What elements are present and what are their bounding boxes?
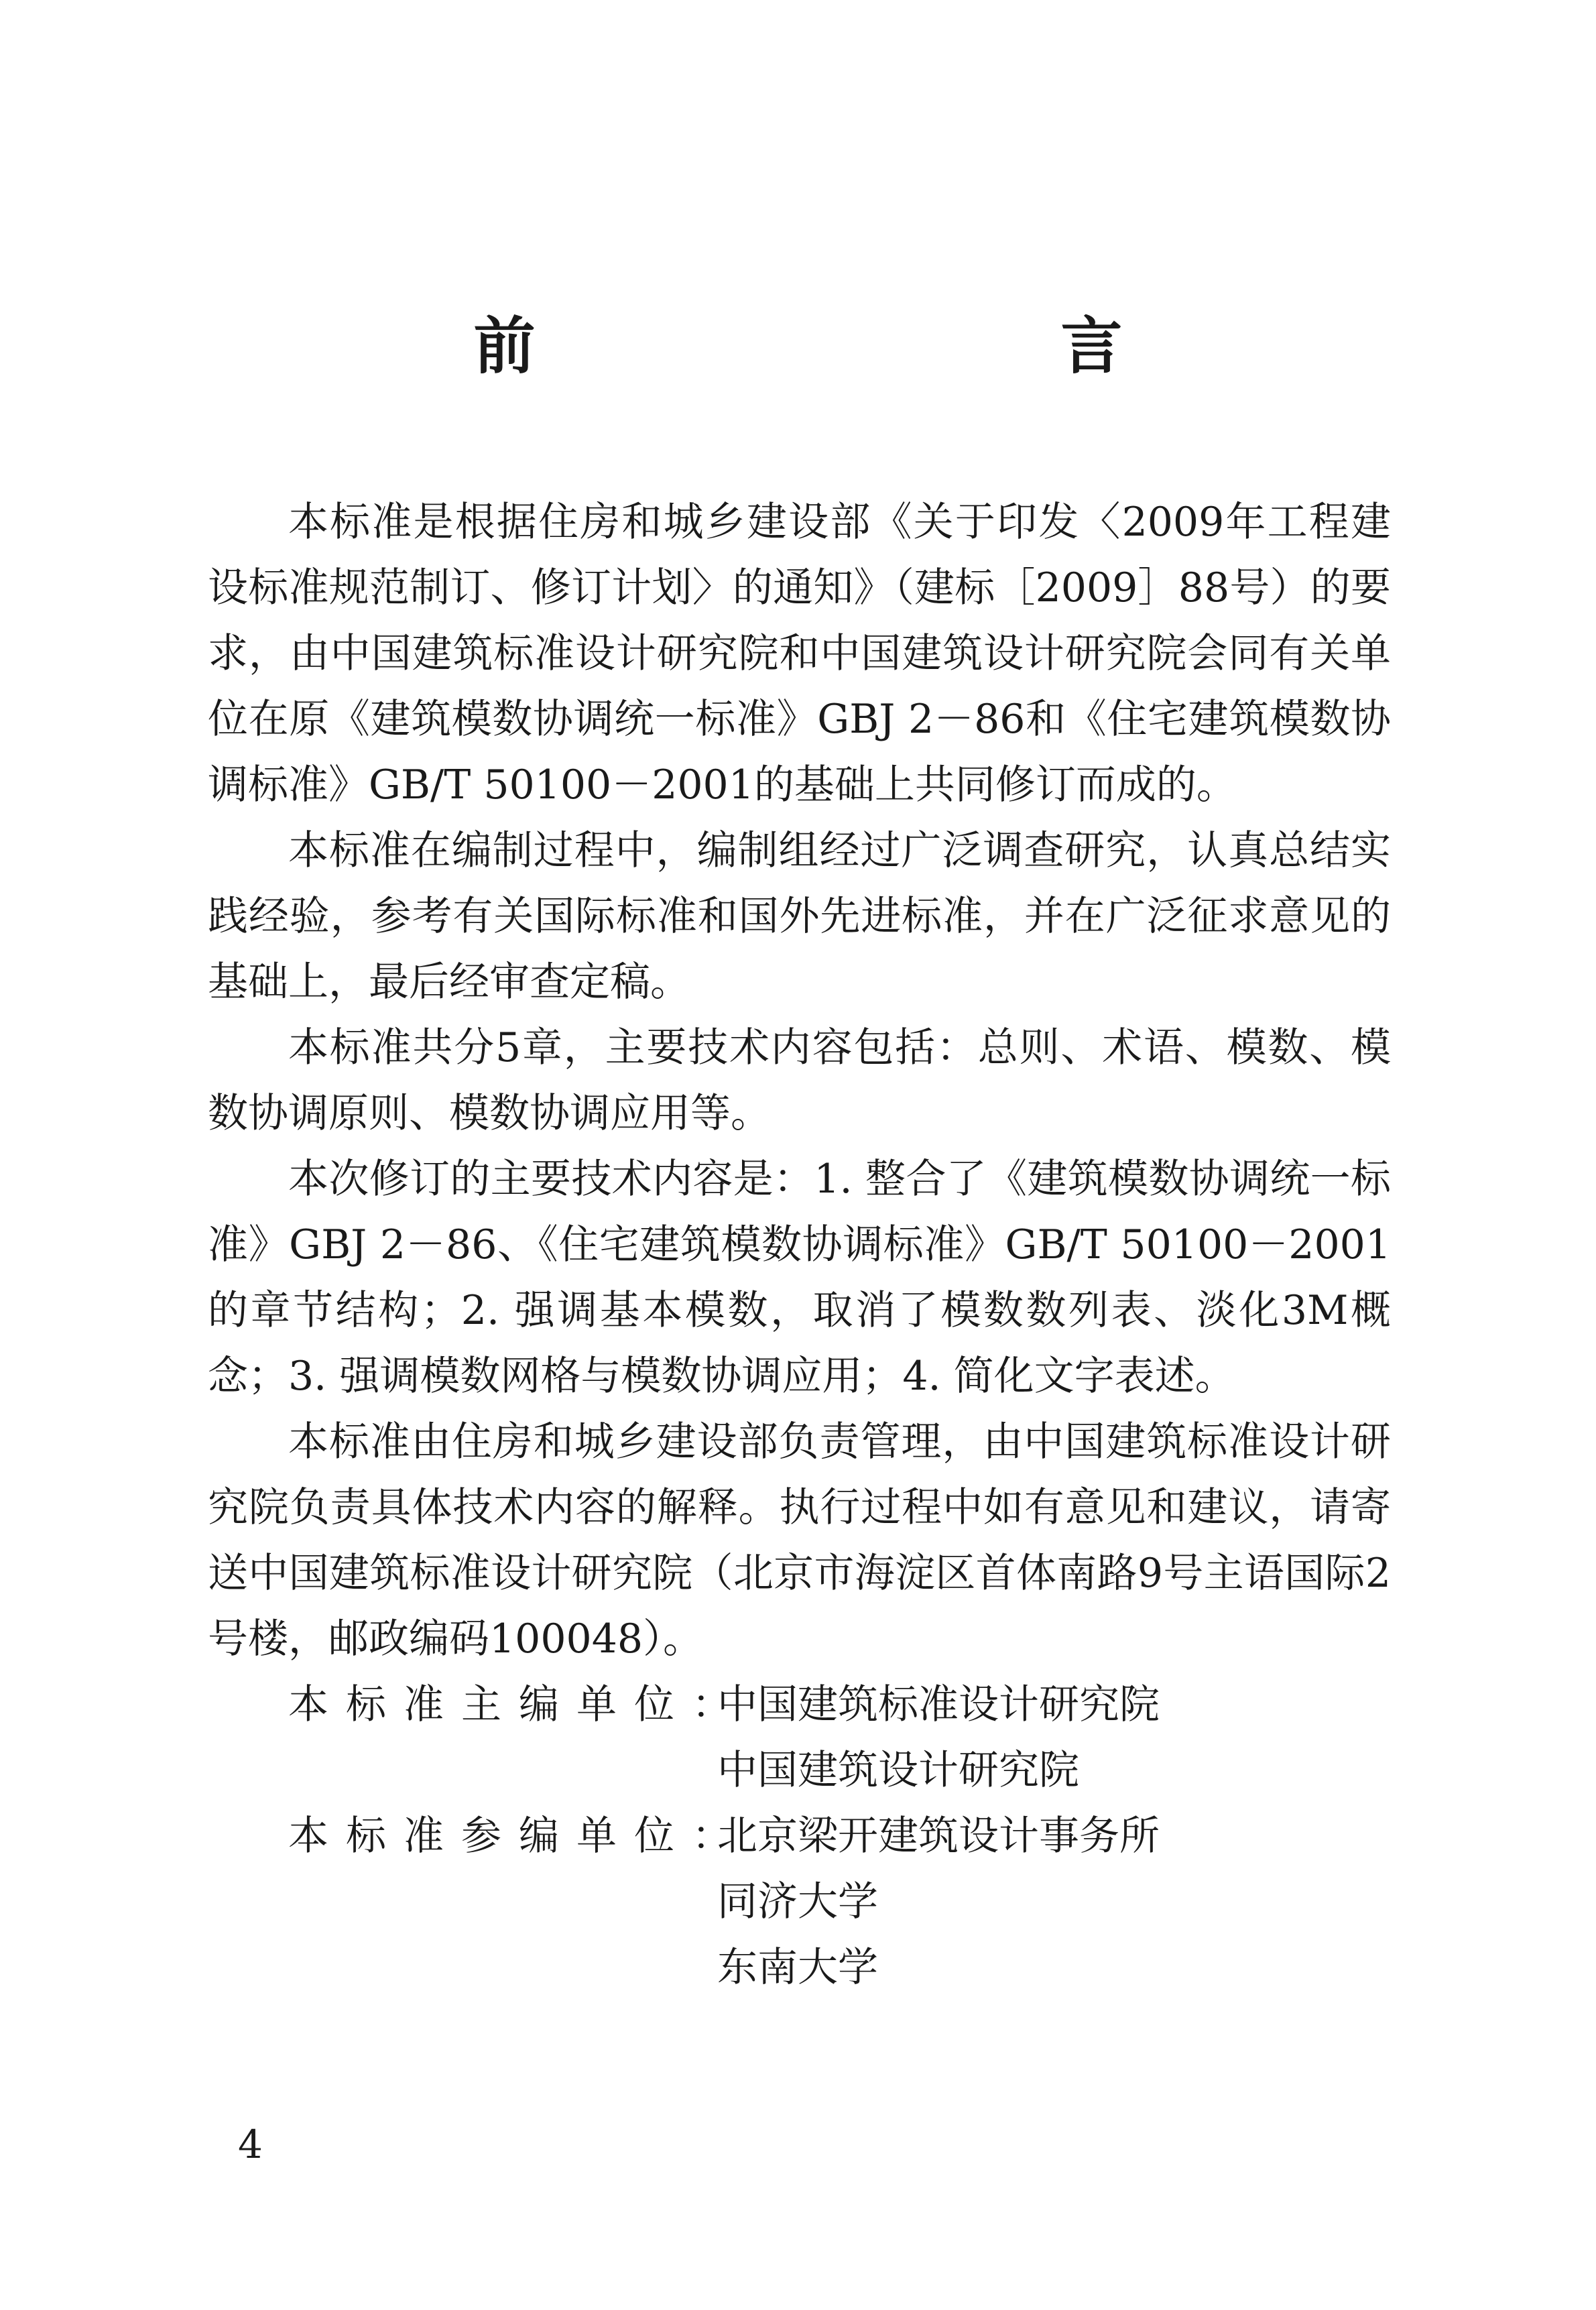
chief-units-label: 本标准主编单位： [288,1681,749,1728]
participating-units-label: 本标准参编单位： [288,1813,749,1860]
paragraph-contents: 本标准共分5章，主要技术内容包括：总则、术语、模数、模数协调原则、模数协调应用等。 [208,1024,1391,1137]
unit-name: 东南大学 [717,1944,878,1991]
unit-name: 同济大学 [717,1878,878,1925]
paragraph-management: 本标准由住房和城乡建设部负责管理，由中国建筑标准设计研究院负责具体技术内容的解释。执行过程中如有意见和建议，请寄送中国建筑标准设计研究院（北京市海淀区首体南路9号主语国际2号楼，邮政编码100048）。 [208,1418,1391,1662]
participating-units-row [208,1803,1391,2000]
preface-body [208,489,1391,2000]
paragraph-basis: 本标准是根据住房和城乡建设部《关于印发〈2009年工程建设标准规范制订、修订计划〉的通知》（建标［2009］88号）的要求，由中国建筑标准设计研究院和中国建筑设计研究院会同有关单位在原《建筑模数协调统一标准》GBJ 2－86和《住宅建筑模数协调标准》GB/T 50100－2001的基础上共同修订而成的。 [208,499,1391,808]
participating-units-list [717,1803,1160,2000]
chief-units-list [717,1672,1160,1803]
unit-name: 中国建筑标准设计研究院 [717,1681,1160,1728]
chief-units-row [208,1672,1391,1803]
paragraph-process: 本标准在编制过程中，编制组经过广泛调查研究，认真总结实践经验，参考有关国际标准和国外先进标准，并在广泛征求意见的基础上，最后经审查定稿。 [208,827,1391,1006]
page-title: 前 言 [473,310,1257,382]
unit-name: 中国建筑设计研究院 [717,1747,1079,1794]
paragraph-revisions: 本次修订的主要技术内容是：1. 整合了《建筑模数协调统一标准》GBJ 2－86、《住宅建筑模数协调标准》GB/T 50100－2001的章节结构；2. 强调基本模数，取消了模数数列表、淡化3M概念；3. 强调模数网格与模数协调应用；4. 简化文字表述。 [208,1156,1391,1400]
drafting-units [208,1672,1391,2000]
page-number: 4 [238,2122,263,2167]
unit-name: 北京梁开建筑设计事务所 [717,1813,1160,1860]
